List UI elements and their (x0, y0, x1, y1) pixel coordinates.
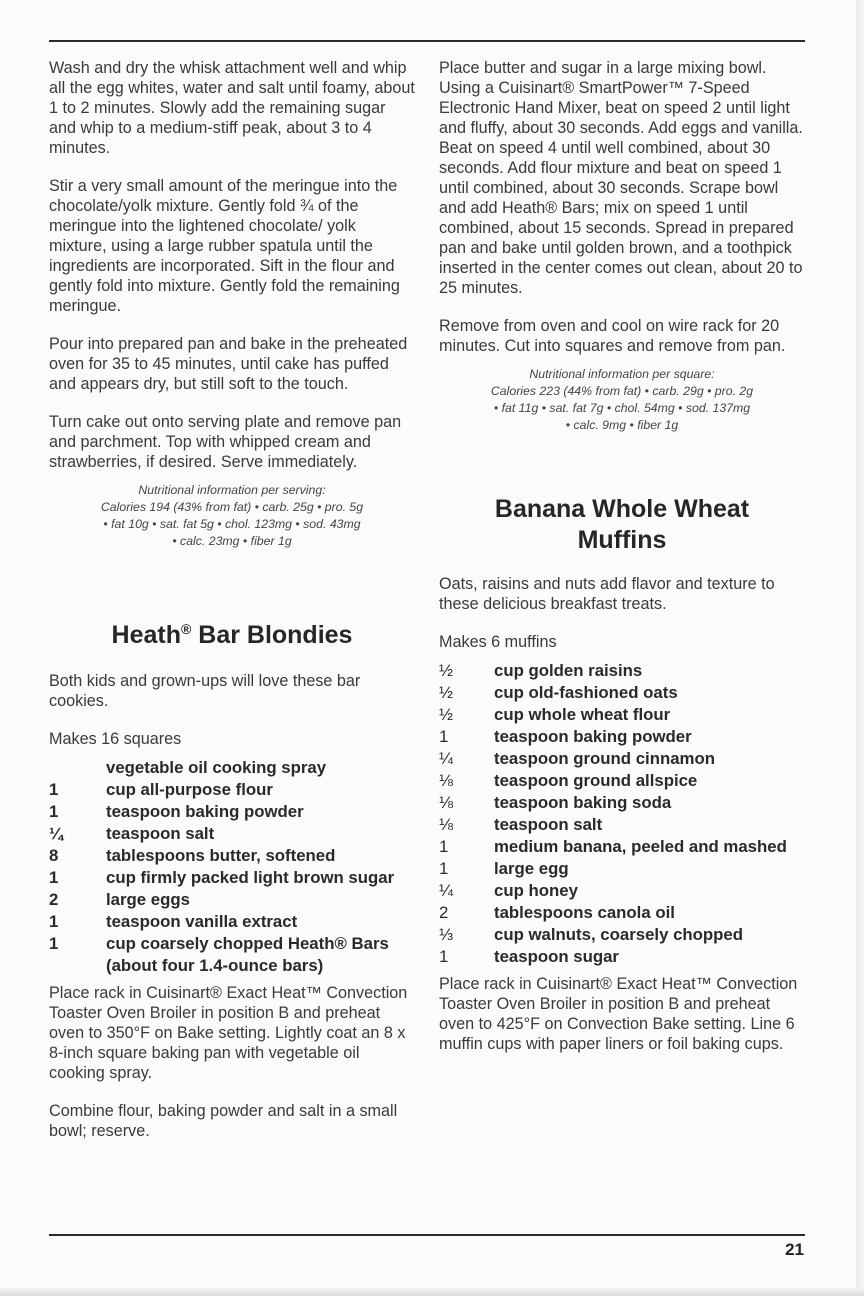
ingredient-row: ⅓ cup walnuts, coarsely chopped (439, 925, 743, 944)
bottom-rule (49, 1234, 805, 1236)
nutrition-line: Calories 223 (44% from fat) • carb. 29g • pro. 2g (490, 384, 754, 398)
ingredient-row: ¼ teaspoon salt (49, 824, 215, 843)
recipe-yield: Makes 16 squares (49, 730, 182, 748)
nutrition-heading: Nutritional information per serving: (138, 483, 326, 497)
right-paragraph: Place butter and sugar in a large mixing bowl. Using a Cuisinart® SmartPower™ 7-Speed Electronic Hand Mixer, beat on speed 2 until light and fluffy, about 30 seconds. Add eggs and vanilla. Beat on speed 4 until well combined, about 30 seconds. Add flour mixture and beat on speed 1 until combined, about 30 seconds. Scrape bowl and add Heath® Bars; mix on speed 1 until combined, about 15 seconds. Spread in prepared pan and bake until golden brown, and a toothpick inserted in the center comes out clean, about 20 to 25 minutes. (439, 59, 803, 297)
page-number: 21 (785, 1240, 804, 1259)
left-paragraph: Turn cake out onto serving plate and remove pan and parchment. Top with whipped cream and strawberries, if desired. Serve immediately. (49, 413, 402, 471)
ingredient-row: ¼ teaspoon ground cinnamon (439, 749, 715, 768)
recipe-intro: Oats, raisins and nuts add flavor and texture to these delicious breakfast treats. (439, 575, 775, 613)
ingredient-row: 8 tablespoons butter, softened (49, 846, 336, 865)
recipe-step: Place rack in Cuisinart® Exact Heat™ Convection Toaster Oven Broiler in position B and preheat oven to 350°F on Bake setting. Lightly coat an 8 x 8-inch square baking pan with vegetable oil cooking spray. (49, 984, 408, 1082)
left-column (49, 58, 415, 1141)
ingredient-row: 1 teaspoon baking powder (439, 727, 692, 746)
ingredient-row: ½ cup old-fashioned oats (439, 683, 678, 702)
ingredient-row: ⅛ teaspoon ground allspice (439, 771, 698, 790)
left-paragraph: Pour into prepared pan and bake in the preheated oven for 35 to 45 minutes, until cake has puffed and appears dry, but still soft to the touch. (49, 335, 408, 393)
nutrition-line: • fat 10g • sat. fat 5g • chol. 123mg • sod. 43mg (103, 517, 361, 531)
ingredient-row: 1 large egg (439, 859, 569, 878)
ingredient-row: 1 cup coarsely chopped Heath® Bars (about four 1.4-ounce bars) (49, 934, 389, 975)
nutrition-heading: Nutritional information per square: (529, 367, 715, 381)
ingredient-row: 1 teaspoon baking powder (49, 802, 304, 821)
recipe-step: Place rack in Cuisinart® Exact Heat™ Convection Toaster Oven Broiler in position B and preheat oven to 425°F on Convection Bake setting. Line 6 muffin cups with paper liners or foil baking cups. (439, 975, 798, 1053)
ingredient-row: ½ cup golden raisins (439, 661, 643, 680)
ingredient-list (49, 757, 415, 977)
ingredient-row: 1 medium banana, peeled and mashed (439, 837, 787, 856)
top-rule (49, 40, 805, 42)
recipe-title: Banana Whole Wheat Muffins (494, 495, 750, 554)
ingredient-row: 1 teaspoon sugar (439, 947, 619, 966)
right-paragraph: Remove from oven and cool on wire rack for 20 minutes. Cut into squares and remove from pan. (439, 317, 786, 355)
right-column (439, 58, 805, 1054)
recipe-step: Combine flour, baking powder and salt in a small bowl; reserve. (49, 1102, 398, 1140)
nutrition-line: Calories 194 (43% from fat) • carb. 25g • pro. 5g (100, 500, 364, 514)
scan-bottom-edge (0, 1288, 864, 1296)
ingredient-row: 1 cup all-purpose flour (49, 780, 273, 799)
ingredient-row: 1 cup firmly packed light brown sugar (49, 868, 395, 887)
ingredient-row: 2 large eggs (49, 890, 190, 909)
recipe-intro: Both kids and grown-ups will love these bar cookies. (49, 672, 361, 710)
ingredient-row: ⅛ teaspoon baking soda (439, 793, 672, 812)
scan-edge (856, 0, 864, 1296)
ingredient-row: 2 tablespoons canola oil (439, 903, 675, 922)
left-paragraph: Stir a very small amount of the meringue into the chocolate/yolk mixture. Gently fold ¾ of the meringue into the lightened chocolate/ yolk mixture, using a large rubber spatula until the ingredients are incorporated. Sift in the flour and gently fold into mixture. Gently fold the remaining meringue. (49, 177, 400, 315)
ingredient-list (439, 660, 805, 968)
ingredient-row: ¼ cup honey (439, 881, 578, 900)
ingredient-row: vegetable oil cooking spray (106, 758, 327, 777)
nutrition-line: • fat 11g • sat. fat 7g • chol. 54mg • sod. 137mg (493, 401, 751, 415)
recipe-title: Heath® Bar Blondies (111, 621, 353, 649)
ingredient-row: ½ cup whole wheat flour (439, 705, 671, 724)
ingredient-row: 1 teaspoon vanilla extract (49, 912, 298, 931)
nutrition-line: • calc. 23mg • fiber 1g (172, 534, 292, 548)
ingredient-row: ⅛ teaspoon salt (439, 815, 603, 834)
nutrition-line: • calc. 9mg • fiber 1g (565, 418, 679, 432)
left-paragraph: Wash and dry the whisk attachment well and whip all the egg whites, water and salt until foamy, about 1 to 2 minutes. Slowly add the remaining sugar and whip to a medium-stiff peak, about 3 to 4 minutes. (49, 59, 415, 157)
recipe-yield: Makes 6 muffins (439, 633, 557, 651)
